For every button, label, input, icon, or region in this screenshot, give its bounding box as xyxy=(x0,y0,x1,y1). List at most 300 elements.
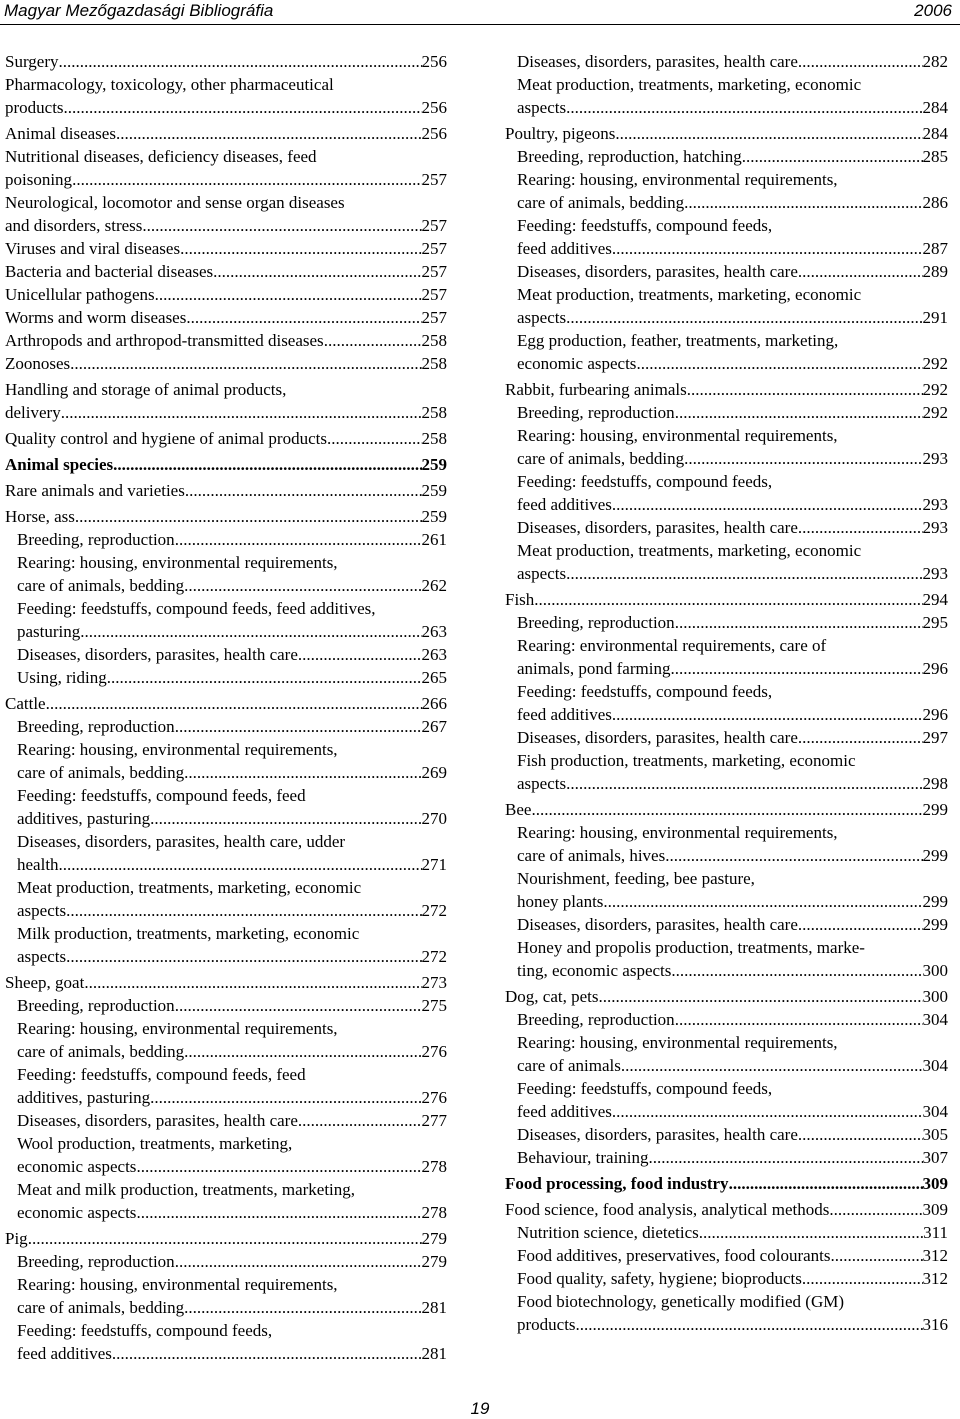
toc-entry-text: economic aspects xyxy=(17,1157,137,1176)
toc-entry-page: 257 xyxy=(421,308,447,327)
toc-entry-page: 299 xyxy=(922,892,948,911)
toc-entry xyxy=(5,784,447,830)
dot-leader xyxy=(802,1267,923,1290)
toc-entry-text: Diseases, disorders, parasites, health care, udder xyxy=(17,832,346,851)
toc-entry-text: Fish xyxy=(505,590,535,609)
toc-entry xyxy=(505,470,948,516)
dot-leader xyxy=(576,1313,923,1336)
toc-entry xyxy=(505,214,948,260)
toc-entry-text: Unicellular pathogens xyxy=(5,285,155,304)
toc-entry-text: Diseases, disorders, parasites, health care xyxy=(517,1125,798,1144)
toc-entry-text: Behaviour, training xyxy=(517,1148,649,1167)
dot-leader xyxy=(142,214,421,237)
toc-entry xyxy=(5,876,447,922)
dot-leader xyxy=(566,772,922,795)
dot-leader xyxy=(649,1146,923,1169)
toc-entry xyxy=(5,191,447,237)
toc-entry-page: 269 xyxy=(421,763,447,782)
toc-entry-text: products xyxy=(5,98,64,117)
toc-entry-page: 296 xyxy=(922,659,948,678)
toc-entry xyxy=(5,1273,447,1319)
dot-leader xyxy=(598,985,922,1008)
toc-entry-page: 304 xyxy=(922,1056,948,1075)
dot-leader xyxy=(180,237,421,260)
toc-entry-text: Rearing: housing, environmental requirements, xyxy=(517,1033,838,1052)
dot-leader xyxy=(116,122,422,145)
toc-entry-text: Viruses and viral diseases xyxy=(5,239,181,258)
toc-entry-text: aspects xyxy=(17,947,67,966)
toc-entry-page: 299 xyxy=(922,800,948,819)
dot-leader xyxy=(684,191,922,214)
toc-entry xyxy=(5,260,447,283)
toc-entry-text: Diseases, disorders, parasites, health care xyxy=(517,52,798,71)
dot-leader xyxy=(742,145,923,168)
toc-entry-page: 257 xyxy=(421,239,447,258)
toc-entry-text: Meat production, treatments, marketing, economic xyxy=(517,285,862,304)
toc-entry-text: health xyxy=(17,855,59,874)
dot-leader xyxy=(64,96,422,119)
toc-entry xyxy=(5,453,447,476)
toc-entry-text: Meat and milk production, treatments, marketing, xyxy=(17,1180,356,1199)
toc-entry xyxy=(5,145,447,191)
toc-entry-page: 257 xyxy=(421,170,447,189)
page-number: 19 xyxy=(470,1399,490,1418)
dot-leader xyxy=(80,620,421,643)
toc-entry-page: 304 xyxy=(922,1102,948,1121)
toc-entry xyxy=(505,516,948,539)
toc-entry-page: 270 xyxy=(421,809,447,828)
toc-right-column xyxy=(505,50,948,1336)
toc-entry xyxy=(505,749,948,795)
toc-entry-text: care of animals, bedding xyxy=(17,763,185,782)
dot-leader xyxy=(675,611,923,634)
dot-leader xyxy=(829,1198,922,1221)
toc-entry xyxy=(5,1109,447,1132)
dot-leader xyxy=(831,1244,923,1267)
toc-entry xyxy=(505,122,948,145)
toc-entry xyxy=(505,401,948,424)
toc-entry-text: feed additives xyxy=(517,239,612,258)
toc-entry-text: feed additives xyxy=(517,1102,612,1121)
dot-leader xyxy=(798,50,923,73)
toc-entry-page: 272 xyxy=(421,901,447,920)
toc-entry-text: Food processing, food industry xyxy=(505,1174,729,1193)
toc-entry-page: 296 xyxy=(922,705,948,724)
toc-entry-page: 258 xyxy=(421,429,447,448)
toc-entry-page: 293 xyxy=(922,518,948,537)
toc-entry-text: Nutrition science, dietetics xyxy=(517,1223,699,1242)
toc-entry-text: animals, pond farming xyxy=(517,659,671,678)
dot-leader xyxy=(184,574,421,597)
dot-leader xyxy=(107,666,422,689)
toc-entry-page: 267 xyxy=(421,717,447,736)
toc-entry-text: Food science, food analysis, analytical methods xyxy=(505,1200,830,1219)
toc-entry-page: 263 xyxy=(421,622,447,641)
dot-leader xyxy=(636,352,922,375)
toc-entry-page: 312 xyxy=(922,1246,948,1265)
toc-entry xyxy=(5,1227,447,1250)
toc-entry xyxy=(505,378,948,401)
toc-entry xyxy=(5,427,447,450)
dot-leader xyxy=(612,493,923,516)
toc-entry-text: Rearing: housing, environmental requirements, xyxy=(517,823,838,842)
toc-entry-text: Breeding, reproduction xyxy=(17,717,175,736)
toc-entry-page: 294 xyxy=(922,590,948,609)
toc-entry-page: 276 xyxy=(421,1088,447,1107)
toc-entry-page: 304 xyxy=(922,1010,948,1029)
toc-entry-page: 291 xyxy=(922,308,948,327)
toc-entry-text: ting, economic aspects xyxy=(517,961,672,980)
dot-leader xyxy=(798,726,923,749)
toc-entry-text: Food additives, preservatives, food colourants xyxy=(517,1246,831,1265)
dot-leader xyxy=(184,761,421,784)
toc-entry-text: Feeding: feedstuffs, compound feeds, xyxy=(517,216,773,235)
dot-leader xyxy=(615,122,922,145)
toc-entry-text: Pharmacology, toxicology, other pharmaceutical xyxy=(5,75,334,94)
toc-entry-text: Nourishment, feeding, bee pasture, xyxy=(517,869,755,888)
toc-entry xyxy=(505,539,948,585)
toc-entry xyxy=(5,352,447,375)
toc-entry-page: 257 xyxy=(421,262,447,281)
toc-entry-text: Poultry, pigeons xyxy=(505,124,616,143)
toc-entry xyxy=(505,611,948,634)
toc-entry-text: Honey and propolis production, treatments, marke- xyxy=(517,938,865,957)
toc-entry-page: 311 xyxy=(923,1223,948,1242)
toc-entry-page: 278 xyxy=(421,1157,447,1176)
dot-leader xyxy=(729,1172,923,1195)
toc-entry-text: Animal diseases xyxy=(5,124,116,143)
dot-leader xyxy=(675,1008,923,1031)
toc-entry-text: Breeding, reproduction xyxy=(517,613,675,632)
toc-entry xyxy=(5,50,447,73)
dot-leader xyxy=(531,798,922,821)
toc-entry-text: Food biotechnology, genetically modified (GM) xyxy=(517,1292,845,1311)
dot-leader xyxy=(150,1086,421,1109)
toc-entry xyxy=(5,1319,447,1365)
toc-entry xyxy=(505,1221,948,1244)
toc-entry xyxy=(5,597,447,643)
toc-entry-page: 293 xyxy=(922,495,948,514)
dot-leader xyxy=(324,329,422,352)
toc-entry xyxy=(5,666,447,689)
dot-leader xyxy=(327,427,422,450)
toc-entry-text: Fish production, treatments, marketing, economic xyxy=(517,751,856,770)
toc-entry xyxy=(505,936,948,982)
toc-entry-text: Nutritional diseases, deficiency diseases, feed xyxy=(5,147,317,166)
toc-entry-text: feed additives xyxy=(17,1344,112,1363)
dot-leader xyxy=(186,306,421,329)
toc-entry-page: 259 xyxy=(421,481,447,500)
toc-entry xyxy=(5,830,447,876)
toc-entry-page: 277 xyxy=(421,1111,447,1130)
toc-entry-page: 265 xyxy=(421,668,447,687)
toc-entry-text: Breeding, reproduction xyxy=(17,1252,175,1271)
dot-leader xyxy=(150,807,421,830)
toc-entry xyxy=(5,237,447,260)
toc-entry-text: Zoonoses xyxy=(5,354,71,373)
dot-leader xyxy=(72,168,421,191)
toc-entry-text: Egg production, feather, treatments, marketing, xyxy=(517,331,839,350)
toc-entry-page: 298 xyxy=(922,774,948,793)
toc-entry-text: Cattle xyxy=(5,694,46,713)
dot-leader xyxy=(46,692,422,715)
toc-entry xyxy=(5,1017,447,1063)
toc-entry-page: 279 xyxy=(421,1252,447,1271)
toc-entry-text: Horse, ass xyxy=(5,507,75,526)
toc-entry xyxy=(505,1008,948,1031)
toc-entry xyxy=(505,985,948,1008)
toc-entry-text: delivery xyxy=(5,403,61,422)
dot-leader xyxy=(621,1054,923,1077)
dot-leader xyxy=(213,260,421,283)
toc-entry-text: care of animals, hives xyxy=(517,846,666,865)
toc-entry-page: 257 xyxy=(421,285,447,304)
toc-entry xyxy=(505,588,948,611)
toc-entry-text: Surgery xyxy=(5,52,59,71)
toc-entry xyxy=(5,1178,447,1224)
toc-entry-page: 281 xyxy=(421,1344,447,1363)
toc-entry xyxy=(505,726,948,749)
dot-leader xyxy=(28,1227,422,1250)
toc-entry-text: honey plants xyxy=(517,892,604,911)
toc-entry-page: 299 xyxy=(922,846,948,865)
toc-entry xyxy=(5,122,447,145)
toc-entry xyxy=(5,551,447,597)
toc-entry-page: 256 xyxy=(421,124,447,143)
toc-entry-text: Sheep, goat xyxy=(5,973,85,992)
toc-entry-text: additives, pasturing xyxy=(17,809,151,828)
toc-entry-page: 297 xyxy=(922,728,948,747)
toc-entry-page: 300 xyxy=(922,987,948,1006)
dot-leader xyxy=(612,703,923,726)
toc-entry-page: 275 xyxy=(421,996,447,1015)
toc-entry-text: Rare animals and varieties xyxy=(5,481,185,500)
toc-entry xyxy=(5,479,447,502)
toc-entry-text: economic aspects xyxy=(17,1203,137,1222)
toc-entry-page: 262 xyxy=(421,576,447,595)
dot-leader xyxy=(671,959,922,982)
toc-entry-text: Diseases, disorders, parasites, health care xyxy=(17,645,298,664)
toc-entry xyxy=(5,715,447,738)
toc-entry xyxy=(5,329,447,352)
toc-entry xyxy=(505,680,948,726)
toc-entry xyxy=(5,505,447,528)
dot-leader xyxy=(70,352,421,375)
toc-entry xyxy=(505,168,948,214)
toc-entry-text: Breeding, reproduction xyxy=(17,530,175,549)
toc-entry-page: 292 xyxy=(922,354,948,373)
publication-title: Magyar Mezőgazdasági Bibliográfia xyxy=(4,1,274,20)
toc-entry-text: Rearing: environmental requirements, care of xyxy=(517,636,827,655)
toc-entry-text: care of animals xyxy=(517,1056,621,1075)
toc-entry-text: Feeding: feedstuffs, compound feeds, xyxy=(517,472,773,491)
toc-entry-text: Rearing: housing, environmental requirements, xyxy=(17,1275,338,1294)
toc-entry-text: Rearing: housing, environmental requirements, xyxy=(17,740,338,759)
toc-entry-page: 256 xyxy=(421,98,447,117)
toc-entry-page: 284 xyxy=(922,98,948,117)
toc-entry xyxy=(505,1031,948,1077)
dot-leader xyxy=(665,844,922,867)
toc-entry-text: Rearing: housing, environmental requirements, xyxy=(517,426,838,445)
toc-entry-page: 295 xyxy=(922,613,948,632)
toc-entry-text: Milk production, treatments, marketing, economic xyxy=(17,924,360,943)
toc-entry-text: Rabbit, furbearing animals xyxy=(505,380,687,399)
toc-entry-page: 305 xyxy=(922,1125,948,1144)
dot-leader xyxy=(298,643,422,666)
toc-entry-text: aspects xyxy=(517,98,567,117)
toc-entry-text: Wool production, treatments, marketing, xyxy=(17,1134,293,1153)
toc-entry-text: products xyxy=(517,1315,576,1334)
toc-entry xyxy=(505,1172,948,1195)
publication-year: 2006 xyxy=(914,1,952,20)
toc-entry-text: Diseases, disorders, parasites, health care xyxy=(517,518,798,537)
toc-entry xyxy=(505,821,948,867)
dot-leader xyxy=(66,945,421,968)
toc-entry-page: 281 xyxy=(421,1298,447,1317)
toc-entry-text: Meat production, treatments, marketing, economic xyxy=(517,541,862,560)
toc-entry-text: Worms and worm diseases xyxy=(5,308,187,327)
dot-leader xyxy=(798,913,923,936)
toc-entry xyxy=(505,634,948,680)
toc-entry xyxy=(505,1146,948,1169)
toc-entry-text: feed additives xyxy=(517,705,612,724)
toc-entry xyxy=(5,73,447,119)
toc-entry-text: Feeding: feedstuffs, compound feeds, feed additives, xyxy=(17,599,376,618)
toc-entry-text: Dog, cat, pets xyxy=(505,987,599,1006)
dot-leader xyxy=(175,1250,422,1273)
toc-entry xyxy=(505,145,948,168)
dot-leader xyxy=(603,890,922,913)
dot-leader xyxy=(566,562,922,585)
toc-entry-text: Meat production, treatments, marketing, economic xyxy=(17,878,362,897)
toc-entry-text: Bacteria and bacterial diseases xyxy=(5,262,214,281)
dot-leader xyxy=(113,453,421,476)
toc-entry xyxy=(5,283,447,306)
dot-leader xyxy=(298,1109,422,1132)
toc-entry-page: 279 xyxy=(421,1229,447,1248)
toc-left-column xyxy=(5,50,447,1365)
toc-entry-page: 258 xyxy=(421,354,447,373)
toc-entry-page: 261 xyxy=(421,530,447,549)
toc-entry-text: care of animals, bedding xyxy=(17,576,185,595)
toc-entry xyxy=(5,1132,447,1178)
toc-entry xyxy=(5,643,447,666)
toc-entry-page: 286 xyxy=(922,193,948,212)
toc-entry xyxy=(505,1290,948,1336)
toc-entry xyxy=(505,798,948,821)
toc-entry-page: 257 xyxy=(421,216,447,235)
toc-entry-page: 284 xyxy=(922,124,948,143)
toc-entry-text: Handling and storage of animal products, xyxy=(5,380,287,399)
dot-leader xyxy=(684,447,922,470)
toc-entry-page: 309 xyxy=(922,1174,948,1193)
dot-leader xyxy=(112,1342,422,1365)
dot-leader xyxy=(84,971,421,994)
toc-entry xyxy=(505,1267,948,1290)
toc-entry xyxy=(505,867,948,913)
dot-leader xyxy=(798,260,923,283)
toc-entry-text: Animal species xyxy=(5,455,114,474)
toc-entry xyxy=(505,50,948,73)
toc-entry-text: care of animals, bedding xyxy=(517,449,685,468)
toc-entry xyxy=(5,1250,447,1273)
toc-entry xyxy=(505,283,948,329)
dot-leader xyxy=(175,715,422,738)
toc-entry-page: 256 xyxy=(421,52,447,71)
toc-entry-page: 272 xyxy=(421,947,447,966)
toc-entry xyxy=(505,1244,948,1267)
toc-entry-text: Using, riding xyxy=(17,668,107,687)
toc-entry-text: Feeding: feedstuffs, compound feeds, xyxy=(517,1079,773,1098)
toc-entry-text: aspects xyxy=(517,564,567,583)
toc-entry-text: Diseases, disorders, parasites, health care xyxy=(517,262,798,281)
toc-entry-text: economic aspects xyxy=(517,354,637,373)
dot-leader xyxy=(175,528,422,551)
toc-entry-text: aspects xyxy=(517,774,567,793)
dot-leader xyxy=(59,853,422,876)
dot-leader xyxy=(612,237,923,260)
dot-leader xyxy=(61,401,422,424)
dot-leader xyxy=(798,516,923,539)
dot-leader xyxy=(566,306,922,329)
toc-entry-text: Diseases, disorders, parasites, health care xyxy=(517,728,798,747)
dot-leader xyxy=(66,899,421,922)
toc-entry xyxy=(505,913,948,936)
toc-entry xyxy=(5,528,447,551)
toc-entry-page: 285 xyxy=(922,147,948,166)
toc-entry-text: Breeding, reproduction xyxy=(517,1010,675,1029)
toc-entry-page: 276 xyxy=(421,1042,447,1061)
toc-entry-text: Feeding: feedstuffs, compound feeds, feed xyxy=(17,1065,306,1084)
dot-leader xyxy=(155,283,422,306)
toc-entry-page: 299 xyxy=(922,915,948,934)
toc-entry-page: 259 xyxy=(421,507,447,526)
toc-entry-text: Bee xyxy=(505,800,532,819)
toc-entry-page: 289 xyxy=(922,262,948,281)
toc-entry-page: 278 xyxy=(421,1203,447,1222)
toc-entry-page: 293 xyxy=(922,564,948,583)
toc-entry-text: aspects xyxy=(17,901,67,920)
toc-entry-text: Neurological, locomotor and sense organ diseases xyxy=(5,193,345,212)
toc-entry-text: poisoning xyxy=(5,170,73,189)
toc-entry-text: Rearing: housing, environmental requirements, xyxy=(517,170,838,189)
toc-entry xyxy=(5,1063,447,1109)
dot-leader xyxy=(75,505,422,528)
toc-entry-page: 307 xyxy=(922,1148,948,1167)
toc-entry-page: 309 xyxy=(922,1200,948,1219)
dot-leader xyxy=(687,378,923,401)
toc-entry xyxy=(505,1123,948,1146)
toc-entry-text: Rearing: housing, environmental requirements, xyxy=(17,1019,338,1038)
dot-leader xyxy=(798,1123,923,1146)
toc-entry-text: Breeding, reproduction xyxy=(517,403,675,422)
toc-entry-text: feed additives xyxy=(517,495,612,514)
toc-entry xyxy=(5,922,447,968)
toc-entry-text: Feeding: feedstuffs, compound feeds, feed xyxy=(17,786,306,805)
toc-entry-text: additives, pasturing xyxy=(17,1088,151,1107)
toc-entry-text: Meat production, treatments, marketing, economic xyxy=(517,75,862,94)
toc-entry xyxy=(5,738,447,784)
toc-entry-page: 273 xyxy=(421,973,447,992)
toc-entry-page: 292 xyxy=(922,403,948,422)
toc-entry-text: Arthropods and arthropod-transmitted diseases xyxy=(5,331,324,350)
toc-entry-text: Feeding: feedstuffs, compound feeds, xyxy=(17,1321,273,1340)
toc-entry-text: Diseases, disorders, parasites, health care xyxy=(517,915,798,934)
toc-entry-page: 258 xyxy=(421,403,447,422)
toc-entry-page: 316 xyxy=(922,1315,948,1334)
toc-entry-page: 287 xyxy=(922,239,948,258)
dot-leader xyxy=(534,588,922,611)
